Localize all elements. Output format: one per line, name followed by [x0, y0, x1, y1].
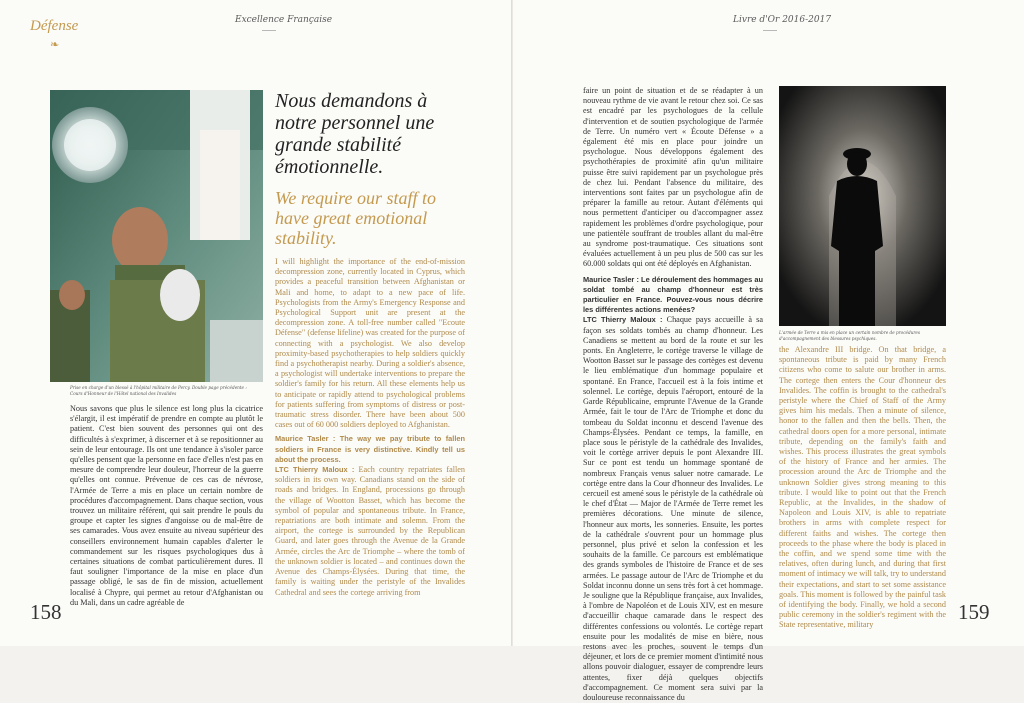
speaker-name: LTC Thierry Maloux :	[275, 465, 355, 475]
pull-quote-french: Nous demandons à notre personnel une grande stabilité émotionnelle.	[275, 90, 435, 178]
right-page	[513, 0, 1024, 702]
question	[275, 434, 465, 465]
running-header-right: Livre d'Or 2016-2017	[733, 15, 832, 25]
question-text: Maurice Tasler : Le déroulement des hommages au soldat tombé au champ d'honneur est très particulier en France. Pouvez-vous nous décrire les différentes actions menées?	[583, 274, 763, 315]
english-body-column	[779, 345, 946, 630]
question-text: Maurice Tasler : The way we pay tribute to fallen soldiers in France is very distinctive. Kindly tell us about the process.	[275, 434, 465, 464]
english-body-column	[275, 257, 466, 597]
soldier-photo-illustration	[779, 86, 946, 326]
surgeon-photo	[50, 90, 263, 382]
page-number-left: 158	[30, 600, 62, 624]
left-page	[0, 0, 511, 646]
french-body-column	[583, 86, 763, 702]
paragraph: faire un point de situation et de se réadapter à un nouveau rythme de vie avant le retour chez soi. Ce sas est encadré par les psychologues de la cellule d'intervention et de soutien psychologique de l'armée de Terre. Un numéro vert « Écoute Défense » a également été mis en place pour joindre un psychologue. Nous développons également des psychothérapies de proximité afin qu'un militaire puisse être suivi rapidement par un psychologue près de chez lui. Pendant l'absence du militaire, des interventions sont faites par un psychologue afin de préparer la famille au retour. Autant d'éléments qui nous permettent d'anticiper ou d'accompagner assez rapidement les problèmes d'ordre psychologique, pour une patientèle souffrant de troubles allant du mal-être au syndrome post-traumatique. Ces situations sont évaluées actuellement à un peu plus de 500 cas sur les 60.000 soldats qui ont été déployés en Afghanistan.	[583, 86, 763, 269]
header-rule	[262, 30, 276, 31]
running-header-left: Excellence Française	[235, 15, 333, 25]
answer	[583, 315, 763, 703]
section-title: Défense	[30, 18, 79, 34]
soldier-photo	[779, 86, 946, 326]
paragraph: Nous savons que plus le silence est long plus la cicatrice s'élargit, il est impératif de prendre en compte au plutôt le patient. C'est bien souvent des personnes qui ont des difficultés à s'exprimer, à discerner et à se repositionner au sein de leur entourage. Ils ont une tendance à s'isoler parce qu'elles pensent que la personne en face d'elles n'est pas en mesure de comprendre leur douleur, l'horreur de la guerre qu'elles ont connue. Prévenue de ces cas de névrose, l'Armée de Terre a mis en place un certain nombre de procédures d'accompagnement. Dans chaque section, vous trouvez un militaire référent, qui sait prendre le pouls du groupe et capter les signes d'angoisse ou de mal-être de ses camarades. Vous avez ensuite au niveau supérieur des conseillers environnement humain capables d'alerter le commandement sur les risques psychologiques dus à certaines situations de combat particulièrement dures. Il faut souligner l'importance de la mise en place d'un passage obligé, le sas de fin de mission, actuellement localisé à Chypre, qui permet au retour d'Afghanistan ou du Mali, dans un cadre agréable de	[70, 404, 263, 607]
french-body-column	[70, 404, 263, 607]
speaker-name: LTC Thierry Maloux :	[583, 315, 663, 325]
question	[583, 275, 763, 316]
answer	[275, 465, 465, 598]
photo-caption: L'armée de Terre a mis en place un certain nombre de procédures d'accompagnement des blessures psychiques.	[779, 330, 921, 341]
page-number-right: 159	[958, 600, 990, 624]
answer-text: Each country repatriates fallen soldiers in its own way. Canadians stand on the side of roads and bridges. In England, processions go through the village of Wootton Basset, which has become the symbol of popular and spontaneous tribute. In France, repatriations are both intimate and solemn. From the airport, the cortege is surrounded by the Republican Guard, and later goes through the Avenue de la Grande Armée, circles the Arc de Triomphe – where the tomb of the unknown soldier is located – and continues down the Avenue des Champs-Élysées. During that time, the family is waiting under the peristyle of the Invalides Cathedral and sees the cortege arriving from	[275, 465, 466, 597]
pull-quote-english: We require our staff to have great emotional stability.	[275, 188, 436, 248]
paragraph: the Alexandre III bridge. On that bridge, a spontaneous tribute is paid by many French citizens who come to salute our brother in arms. The cortege then enters the Cour d'honneur des Invalides. The coffin is brought to the cathedral's peristyle where the Chief of Staff of the Army gives him his medals. Then a minute of silence, honor to the fallen and then the bells. Then, the cathedral doors open for a more personal, intimate tribute, depending on the family's faith and wishes. This process illustrates the great symbols of the history of France and her armies. The procession around the Arc de Triomphe and the unknown Soldier gives strong meaning to this tribute. I would like to point out that the French Republic, at the Invalides, in the shadow of Napoleon and Louis XIV, is able to repatriate brothers in arms with complete respect for different faiths and wishes. The cortege then proceeds to the phase where the body is placed in the coffin, and we spend some time with the relatives, often during lunch, and during that first moment of intimacy we will talk, try to understand their expectations, and start to set some assistance goals. This moment is followed by the painful task of identifying the body. Finally, we hold a second public ceremony in the soldier's regiment with the State representative, military	[779, 345, 946, 630]
photo-caption: Prise en charge d'un blessé à l'hôpital militaire de Percy. Double page précédente : Cours d'Honneur de l'Hôtel national des Invalides	[70, 385, 247, 396]
surgeon-photo-illustration	[50, 90, 263, 382]
answer-text: Chaque pays accueille à sa façon ses soldats tombés au champ d'honneur. Les Canadiens se mettent au bord de la route et sur les ponts. En Angleterre, le cortège traverse le village de Wootton Basset sur le passage des cortèges est devenu le lieu emblématique d'un hommage populaire et spontané. En France, l'accueil est à la fois intime et solennel. Le cortège, depuis l'aéroport, entouré de la Garde Républicaine, emprunte l'Avenue de la Grande Armée, fait le tour de l'Arc de Triomphe et donc du tombeau du Soldat inconnu et descend l'avenue des Champs-Élysées. Pendant ce temps, la famille, en place sous le péristyle de la cathédrale des Invalides, voit le cortège arriver depuis le pont Alexandre III. Sur ce pont est tendu un hommage spontané de nombreux Français venus saluer notre camarade. Le cortège entre dans la Cour d'honneur des Invalides. Le cercueil est amené sous le péristyle de la cathédrale où le chef d'État — Major de l'Armée de Terre remet les premières décorations. Une minute de silence, l'honneur aux morts, les sonneries. Ensuite, les portes de la cathédrale s'ouvrent pour un hommage plus personnel, plus privé et selon la confession et les souhaits de la famille. Ce parcours est emblématique des grands symboles de l'histoire de France et de ses armées. Le passage autour de l'Arc de Triomphe et du Soldat inconnu donne un sens très fort à cet hommage. Je souligne que la République française, aux Invalides, à l'ombre de Napoléon et de Louis XIV, est en mesure d'accueillir chaque camarade dans le respect des différentes confessions ou volontés. Le cortège repart ensuite pour les modalités de mise en bière, nous restons avec les proches, souvent le temps d'un déjeuner, et lors de ce premier moment d'intimité nous allons pouvoir dialoguer, essayer de comprendre leurs attentes, fixer déjà quelques objectifs d'accompagnement. Ce moment sera suivi par la douloureuse reconnaissance du	[583, 315, 763, 702]
paragraph: I will highlight the importance of the end-of-mission decompression zone, currently located in Cyprus, which provides a peaceful transition between Afghanistan or Mali and home, to adapt to a new pace of life. Psychologists from the Army's Emergency Response and Psychological Support unit are present at the decompression zone. A toll-free number called "Ecoute Défense" (defense lifeline) was created for the purpose of connecting with a psychologist. We also develop proximity-based psychotherapies to help soldiers quickly find a psychotherapist nearby. During a soldier's absence, a psychologist will undertake interventions to prepare the soldier's family for his return. All these elements help us to anticipate or rapidly attend to psychological problems for patients suffering from symptoms of distress or post-traumatic stress disorder. There have been about 500 cases out of 60 000 soldiers deployed to Afghanistan.	[275, 257, 465, 430]
header-rule	[763, 30, 777, 31]
ornament-icon: ❧	[50, 38, 60, 51]
